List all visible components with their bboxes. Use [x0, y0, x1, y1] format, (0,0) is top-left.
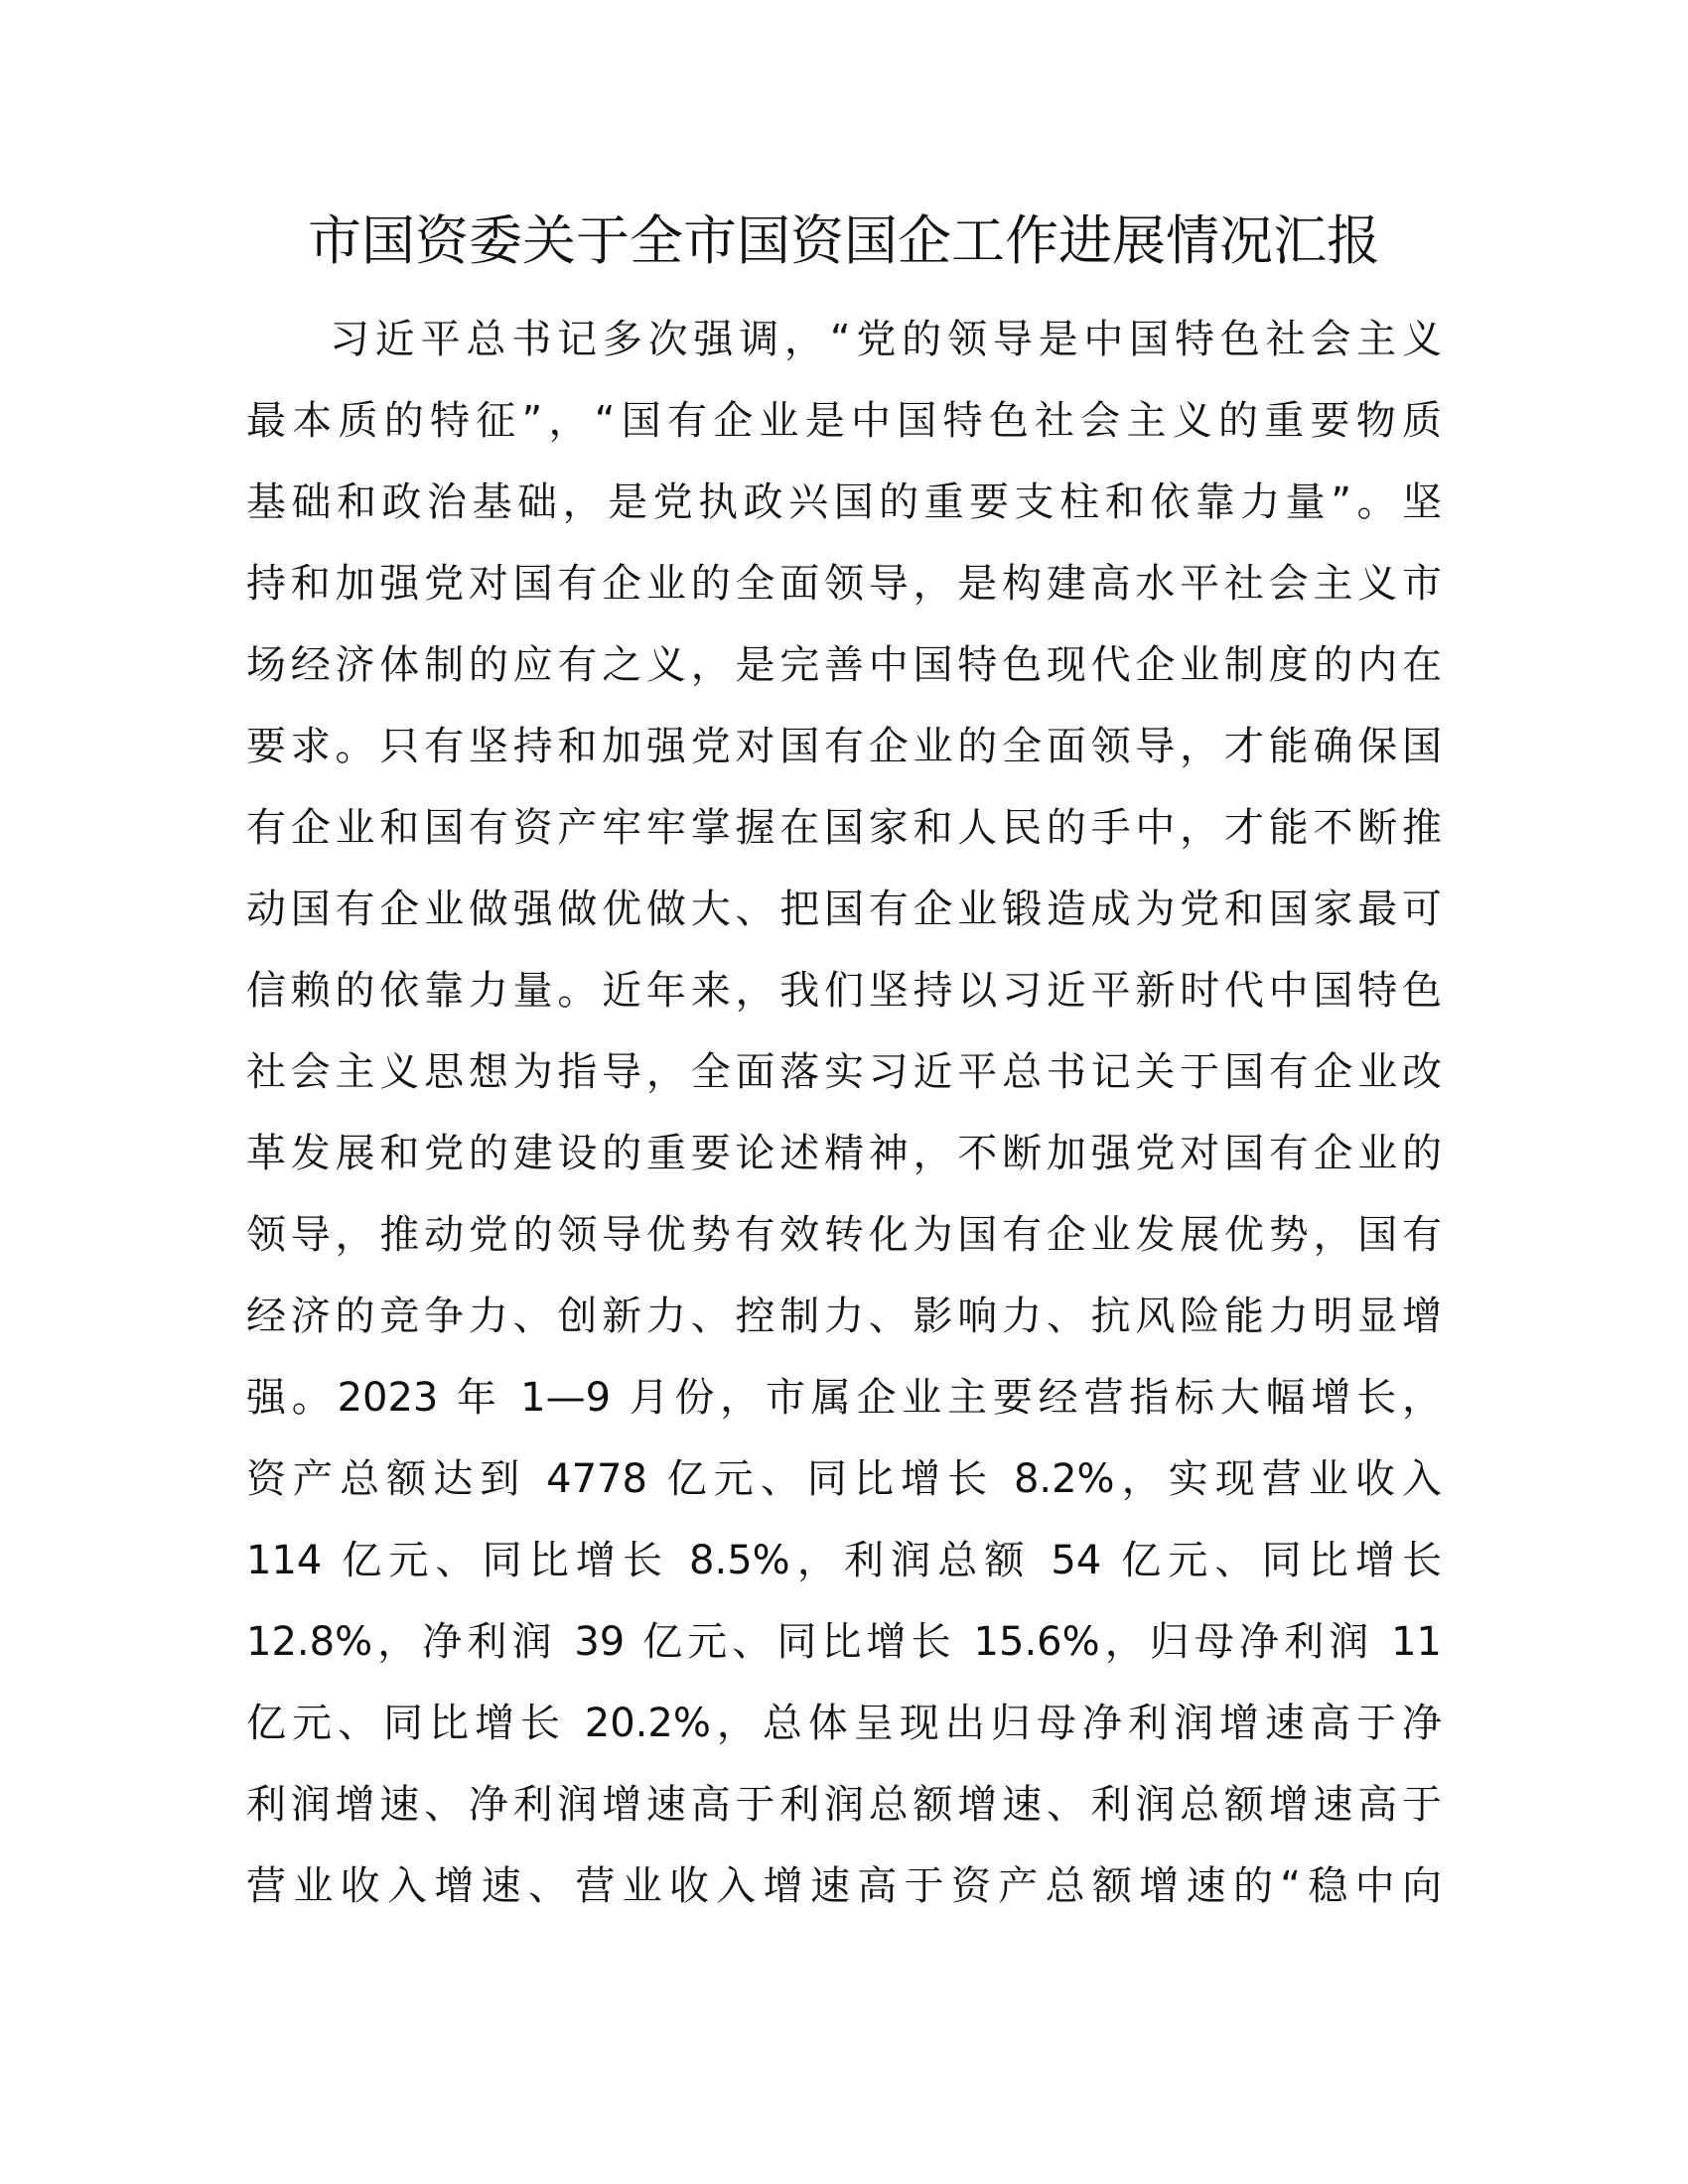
- body-line: 信赖的依靠力量。近年来，我们坚持以习近平新时代中国特色: [246, 968, 1442, 1014]
- body-line: 社会主义思想为指导，全面落实习近平总书记关于国有企业改: [246, 1049, 1442, 1095]
- body-line: 资产总额达到 4778 亿元、同比增长 8.2%，实现营业收入: [246, 1456, 1442, 1502]
- body-line: 场经济体制的应有之义，是完善中国特色现代企业制度的内在: [246, 642, 1442, 688]
- body-line: 领导，推动党的领导优势有效转化为国有企业发展优势，国有: [246, 1212, 1442, 1258]
- body-line: 经济的竞争力、创新力、控制力、影响力、抗风险能力明显增: [246, 1294, 1442, 1339]
- document-body: [246, 299, 1442, 1927]
- body-line: 革发展和党的建设的重要论述精神，不断加强党对国有企业的: [246, 1131, 1442, 1176]
- body-line: 亿元、同比增长 20.2%，总体呈现出归母净利润增速高于净: [246, 1701, 1442, 1746]
- document-title: 市国资委关于全市国资国企工作进展情况汇报: [308, 209, 1380, 272]
- body-line: 习近平总书记多次强调，“党的领导是中国特色社会主义: [330, 317, 1442, 362]
- body-line: 持和加强党对国有企业的全面领导，是构建高水平社会主义市: [246, 561, 1442, 607]
- body-line: 动国有企业做强做优做大、把国有企业锻造成为党和国家最可: [246, 887, 1442, 932]
- body-line: 强。2023 年 1—9 月份，市属企业主要经营指标大幅增长，: [246, 1375, 1442, 1421]
- body-line: 营业收入增速、营业收入增速高于资产总额增速的“稳中向: [246, 1863, 1442, 1909]
- body-line: 有企业和国有资产牢牢掌握在国家和人民的手中，才能不断推: [246, 805, 1442, 851]
- body-line: 要求。只有坚持和加强党对国有企业的全面领导，才能确保国: [246, 724, 1442, 769]
- body-line: 114 亿元、同比增长 8.5%，利润总额 54 亿元、同比增长: [246, 1538, 1442, 1583]
- body-line: 利润增速、净利润增速高于利润总额增速、利润总额增速高于: [246, 1782, 1442, 1828]
- body-line: 最本质的特征”，“国有企业是中国特色社会主义的重要物质: [246, 398, 1442, 444]
- body-line: 12.8%，净利润 39 亿元、同比增长 15.6%，归母净利润 11: [246, 1619, 1442, 1665]
- body-line: 基础和政治基础，是党执政兴国的重要支柱和依靠力量”。坚: [246, 479, 1442, 525]
